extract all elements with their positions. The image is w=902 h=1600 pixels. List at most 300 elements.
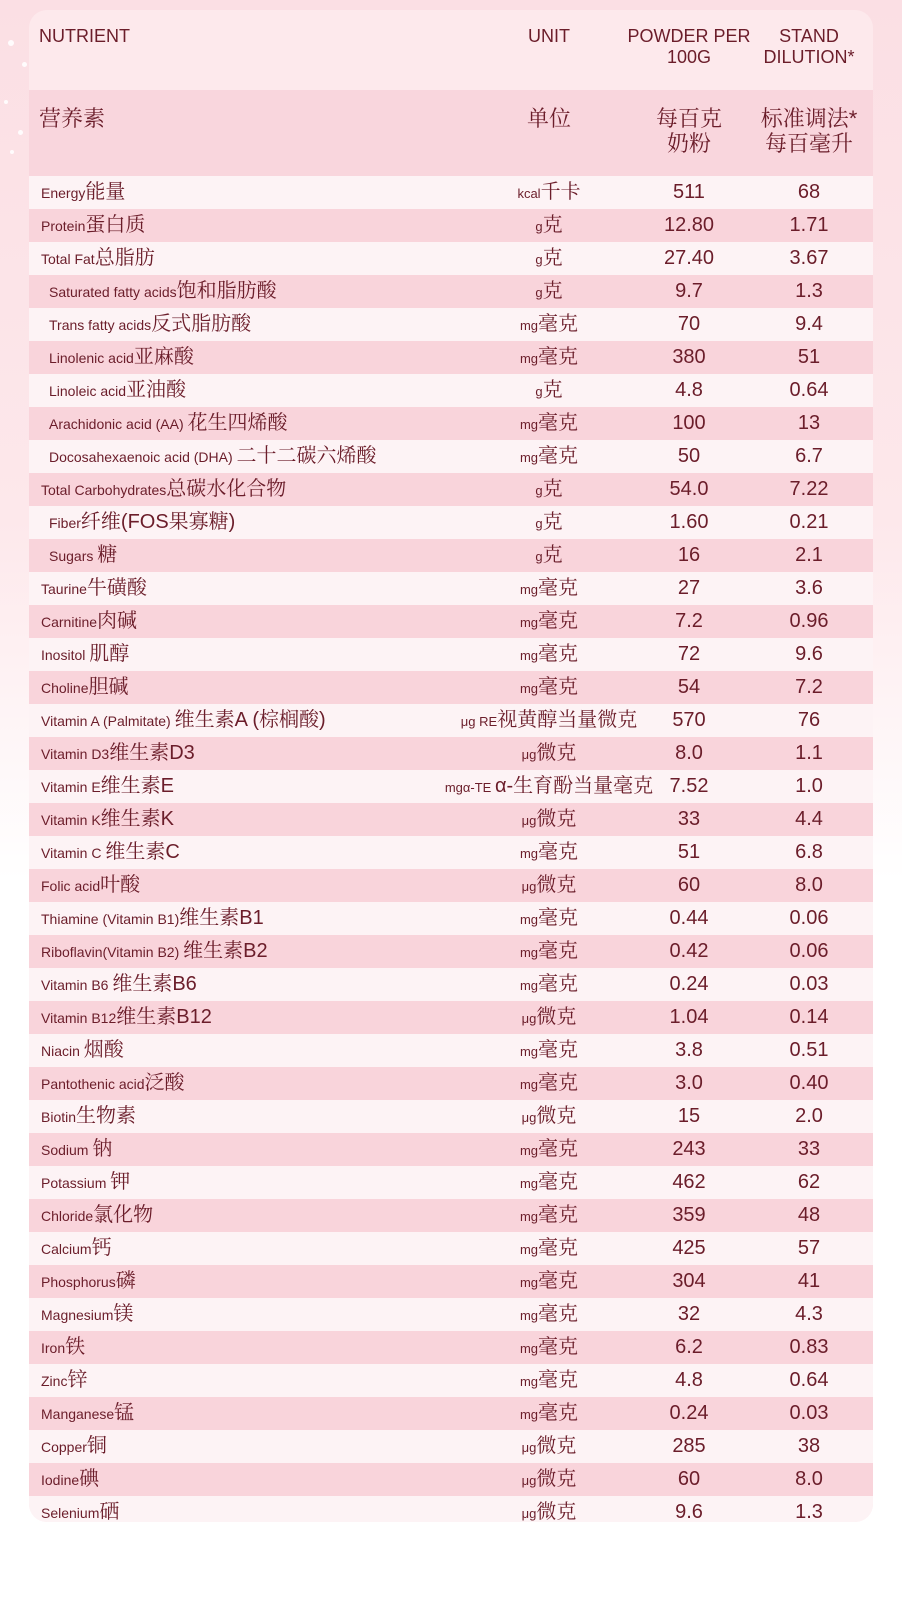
dilution-value: 0.14 [789, 1006, 829, 1028]
powder-value: 60 [677, 1468, 701, 1490]
nutrient-name-en: Vitamin B12 [41, 1010, 117, 1026]
unit-en: g [535, 516, 543, 531]
dilution-value: 2.0 [795, 1105, 823, 1127]
unit-cn: 视黄醇当量微克 [497, 709, 638, 731]
unit-en: g [535, 384, 543, 399]
nutrient-name [41, 935, 441, 968]
nutrient-name-cn: 铁 [65, 1336, 86, 1358]
table-row [29, 770, 873, 803]
table-row [29, 968, 873, 1001]
nutrient-name-en: Energy [41, 185, 86, 201]
nutrition-table [29, 10, 873, 1522]
powder-value: 51 [677, 841, 701, 863]
nutrient-name-cn: 维生素A (棕榈酸) [174, 709, 326, 731]
table-row [29, 869, 873, 902]
unit-cn: 毫克 [538, 1303, 579, 1325]
powder-value: 9.6 [675, 1501, 703, 1522]
unit-cn: 微克 [536, 1435, 577, 1457]
nutrient-name-cn: 肌醇 [89, 643, 130, 665]
dilution-value: 4.3 [795, 1303, 823, 1325]
nutrient-name-en: Phosphorus [41, 1274, 116, 1290]
nutrient-name-cn: 总碳水化合物 [166, 478, 287, 500]
dilution-value: 9.6 [795, 643, 823, 665]
nutrient-name-cn: 总脂肪 [94, 247, 155, 269]
table-row [29, 440, 873, 473]
nutrient-name-cn: 维生素B2 [183, 940, 268, 962]
dilution-value: 0.96 [789, 610, 829, 632]
nutrient-name-cn: 二十二碳六烯酸 [236, 445, 377, 467]
unit-cn: 毫克 [538, 1204, 579, 1226]
powder-value: 0.24 [669, 1402, 709, 1424]
unit-en: kcal [517, 186, 541, 201]
table-row [29, 737, 873, 770]
table-row [29, 308, 873, 341]
nutrient-name-cn: 镁 [113, 1303, 134, 1325]
table-row [29, 275, 873, 308]
header-powder-line1: POWDER PER [627, 26, 751, 46]
unit-en: μg [521, 1473, 537, 1488]
nutrient-name-en: Zinc [41, 1373, 68, 1389]
nutrient-name-en: Vitamin C [41, 845, 106, 861]
unit-en: mg [519, 681, 539, 696]
nutrient-name [41, 1100, 441, 1133]
dilution-value: 0.64 [789, 379, 829, 401]
nutrient-name-en: Trans fatty acids [49, 317, 152, 333]
nutrient-name [41, 1364, 441, 1397]
unit-en: μg [521, 1506, 537, 1521]
dilution-value: 1.3 [795, 280, 823, 302]
nutrient-name-cn: 维生素D3 [109, 742, 195, 764]
unit-cn: 克 [542, 544, 563, 566]
unit-cn: 克 [542, 511, 563, 533]
dilution-value: 0.06 [789, 907, 829, 929]
unit-cn: 微克 [536, 1501, 577, 1522]
nutrient-name-en: Iron [41, 1340, 66, 1356]
unit-en: μg [521, 813, 537, 828]
dilution-value: 3.67 [789, 247, 829, 269]
header-unit: UNIT [528, 26, 570, 46]
nutrient-name-en: Vitamin A (Palmitate) [41, 713, 175, 729]
table-row [29, 1430, 873, 1463]
header-nutrient-cn: 营养素 [39, 106, 106, 131]
nutrient-name-cn: 肉碱 [97, 610, 138, 632]
powder-value: 70 [677, 313, 701, 335]
nutrient-name-en: Taurine [41, 581, 87, 597]
nutrient-name-en: Vitamin D3 [41, 746, 110, 762]
nutrient-name-cn: 叶酸 [100, 874, 141, 896]
powder-value: 359 [672, 1204, 706, 1226]
powder-value: 0.42 [669, 940, 709, 962]
powder-value: 7.52 [669, 775, 709, 797]
unit-en: μg [521, 747, 537, 762]
nutrient-name-en: Sodium [41, 1142, 93, 1158]
dilution-value: 3.6 [795, 577, 823, 599]
header-dilution-cn-line1: 标准调法* [760, 106, 858, 131]
nutrient-name-cn: 钾 [110, 1171, 131, 1193]
table-row [29, 605, 873, 638]
nutrient-name-en: Calcium [41, 1241, 92, 1257]
powder-value: 1.04 [669, 1006, 709, 1028]
nutrient-name-cn: 硒 [99, 1501, 120, 1522]
dilution-value: 1.3 [795, 1501, 823, 1522]
dilution-value: 6.7 [795, 445, 823, 467]
table-row [29, 539, 873, 572]
dilution-value: 0.40 [789, 1072, 829, 1094]
table-row [29, 209, 873, 242]
table-row [29, 638, 873, 671]
dilution-value: 76 [797, 709, 821, 731]
dilution-value: 8.0 [795, 1468, 823, 1490]
powder-value: 8.0 [675, 742, 703, 764]
table-row [29, 803, 873, 836]
nutrient-name [41, 836, 441, 869]
nutrient-name [41, 242, 441, 275]
table-row [29, 1067, 873, 1100]
unit-cn: 克 [542, 280, 563, 302]
unit-cn: 毫克 [538, 1138, 579, 1160]
nutrient-name [41, 1331, 441, 1364]
nutrient-name-cn: 纤维(FOS果寡糖) [80, 511, 236, 533]
nutrient-name-en: Pantothenic acid [41, 1076, 145, 1092]
dilution-value: 68 [797, 181, 821, 203]
nutrient-name [41, 704, 441, 737]
nutrient-name-en: Sugars [49, 548, 98, 564]
nutrient-name-cn: 蛋白质 [85, 214, 146, 236]
unit-cn: 毫克 [538, 1270, 579, 1292]
unit-en: mgα-TE [444, 780, 495, 795]
powder-value: 54 [677, 676, 701, 698]
powder-value: 100 [672, 412, 706, 434]
nutrient-name-en: Vitamin B6 [41, 977, 113, 993]
powder-value: 16 [677, 544, 701, 566]
powder-value: 3.8 [675, 1039, 703, 1061]
powder-value: 425 [672, 1237, 706, 1259]
nutrient-name [41, 1298, 441, 1331]
nutrient-name-en: Linolenic acid [49, 350, 134, 366]
unit-cn: 毫克 [538, 973, 579, 995]
table-row [29, 1364, 873, 1397]
unit-cn: 毫克 [538, 1237, 579, 1259]
powder-value: 511 [673, 181, 705, 203]
header-nutrient: NUTRIENT [39, 26, 130, 46]
nutrient-name-cn: 反式脂肪酸 [151, 313, 252, 335]
unit-en: mg [519, 912, 539, 927]
powder-value: 304 [672, 1270, 706, 1292]
unit-en: mg [519, 648, 539, 663]
header-unit-cn: 单位 [526, 106, 571, 131]
unit-cn: 微克 [536, 874, 577, 896]
unit-en: mg [519, 846, 539, 861]
dilution-value: 0.83 [789, 1336, 829, 1358]
nutrient-name-cn: 碘 [79, 1468, 100, 1490]
nutrient-name-en: Vitamin E [41, 779, 101, 795]
unit-cn: 微克 [536, 742, 577, 764]
table-row [29, 242, 873, 275]
nutrient-name [41, 1133, 441, 1166]
unit-cn: 毫克 [538, 577, 579, 599]
nutrient-name-en: Total Fat [41, 251, 95, 267]
dilution-value: 0.06 [789, 940, 829, 962]
unit-en: μg [521, 1440, 537, 1455]
nutrient-name-cn: 糖 [97, 544, 118, 566]
powder-value: 7.2 [675, 610, 703, 632]
unit-cn: 毫克 [538, 313, 579, 335]
dilution-value: 1.0 [795, 775, 823, 797]
unit-cn: 毫克 [538, 676, 579, 698]
nutrient-name-cn: 胆碱 [88, 676, 129, 698]
nutrient-name-en: Riboflavin(Vitamin B2) [41, 944, 184, 960]
unit-cn: 克 [542, 379, 563, 401]
header-dilution-line2: DILUTION* [763, 46, 855, 67]
nutrient-name-en: Potassium [41, 1175, 111, 1191]
unit-en: mg [519, 351, 539, 366]
unit-cn: 千卡 [540, 181, 581, 203]
unit-en: μg RE [460, 714, 498, 729]
nutrient-name-cn: 维生素K [100, 808, 175, 830]
nutrient-name [41, 1166, 441, 1199]
unit-en: μg [521, 1011, 537, 1026]
powder-value: 27 [677, 577, 701, 599]
unit-cn: 毫克 [538, 643, 579, 665]
table-row [29, 1463, 873, 1496]
unit-en: mg [519, 1143, 539, 1158]
nutrient-name-en: Fiber [49, 515, 81, 531]
dilution-value: 41 [797, 1270, 821, 1292]
table-row [29, 176, 873, 209]
table-row [29, 1331, 873, 1364]
header-dilution-cn-line2: 每百毫升 [764, 131, 853, 157]
table-row [29, 1265, 873, 1298]
powder-value: 570 [672, 709, 706, 731]
nutrient-name-en: Niacin [41, 1043, 84, 1059]
nutrient-name-cn: 能量 [85, 181, 126, 203]
nutrient-name-cn: 锌 [67, 1369, 88, 1391]
nutrient-name [41, 473, 441, 506]
powder-value: 15 [677, 1105, 701, 1127]
table-row [29, 836, 873, 869]
powder-value: 72 [677, 643, 701, 665]
unit-en: mg [519, 582, 539, 597]
unit-cn: 毫克 [538, 1039, 579, 1061]
table-row [29, 1034, 873, 1067]
nutrient-name-cn: 钠 [92, 1138, 113, 1160]
nutrient-name-en: Arachidonic acid (AA) [49, 416, 188, 432]
powder-value: 50 [677, 445, 701, 467]
powder-value: 1.60 [669, 511, 709, 533]
table-row [29, 1001, 873, 1034]
nutrient-name-cn: 磷 [115, 1270, 136, 1292]
dilution-value: 7.22 [789, 478, 829, 500]
dilution-value: 7.2 [795, 676, 823, 698]
table-row [29, 671, 873, 704]
unit-en: g [535, 285, 543, 300]
nutrient-name-cn: 饱和脂肪酸 [176, 280, 277, 302]
nutrient-name-en: Copper [41, 1439, 87, 1455]
nutrient-name-cn: 烟酸 [83, 1039, 124, 1061]
dilution-value: 57 [797, 1237, 821, 1259]
nutrient-name-cn: 钙 [91, 1237, 112, 1259]
unit-en: g [535, 219, 543, 234]
header-powder-line2: 100G [666, 46, 712, 67]
header-dilution [749, 26, 869, 67]
nutrient-name-cn: 花生四烯酸 [187, 412, 288, 434]
nutrient-name-cn: 亚油酸 [126, 379, 187, 401]
nutrient-name-cn: 维生素E [100, 775, 175, 797]
nutrient-name-cn: 维生素B12 [116, 1006, 212, 1028]
unit-en: mg [519, 1275, 539, 1290]
unit-en: mg [519, 450, 539, 465]
table-row [29, 1397, 873, 1430]
nutrient-name [41, 1265, 441, 1298]
nutrient-name [41, 671, 441, 704]
powder-value: 462 [672, 1171, 706, 1193]
dilution-value: 1.1 [795, 742, 823, 764]
powder-value: 33 [677, 808, 701, 830]
nutrient-name-cn: 维生素B6 [112, 973, 197, 995]
unit-cn: 毫克 [538, 841, 579, 863]
nutrient-name-en: Vitamin K [41, 812, 101, 828]
powder-value: 0.24 [669, 973, 709, 995]
unit-cn: α-生育酚当量毫克 [494, 775, 654, 797]
nutrient-name-cn: 铜 [86, 1435, 107, 1457]
unit-en: g [535, 252, 543, 267]
nutrient-name-en: Saturated fatty acids [49, 284, 177, 300]
nutrient-name [41, 968, 441, 1001]
nutrient-name-en: Protein [41, 218, 86, 234]
unit-en: mg [519, 417, 539, 432]
dilution-value: 33 [797, 1138, 821, 1160]
unit-cn: 毫克 [538, 412, 579, 434]
unit-en: mg [519, 1044, 539, 1059]
dilution-value: 38 [797, 1435, 821, 1457]
table-row [29, 1100, 873, 1133]
header-dilution-cn [749, 106, 869, 157]
nutrient-name-en: Folic acid [41, 878, 101, 894]
nutrient-rows [29, 176, 873, 1522]
unit-cn: 微克 [536, 1105, 577, 1127]
header-powder-cn-line1: 每百克 [655, 106, 722, 131]
nutrient-name [41, 572, 441, 605]
table-row [29, 704, 873, 737]
unit-en: mg [519, 318, 539, 333]
nutrient-name [41, 1496, 441, 1522]
unit-en: mg [519, 945, 539, 960]
table-row [29, 935, 873, 968]
unit-cn: 克 [542, 214, 563, 236]
nutrient-name [41, 1397, 441, 1430]
nutrient-name-en: Selenium [41, 1505, 100, 1521]
nutrient-name-en: Choline [41, 680, 89, 696]
nutrient-name [41, 770, 441, 803]
nutrient-name [41, 176, 441, 209]
table-row [29, 1166, 873, 1199]
nutrient-name-cn: 维生素C [105, 841, 180, 863]
nutrient-name-en: Thiamine (Vitamin B1) [41, 911, 180, 927]
dilution-value: 0.21 [789, 511, 829, 533]
nutrient-name-cn: 亚麻酸 [133, 346, 194, 368]
nutrient-name-en: Iodine [41, 1472, 80, 1488]
unit-en: mg [519, 1077, 539, 1092]
powder-value: 54.0 [669, 478, 709, 500]
nutrient-name [41, 1232, 441, 1265]
table-row [29, 407, 873, 440]
unit-cn: 毫克 [538, 1336, 579, 1358]
table-row [29, 341, 873, 374]
nutrient-name [41, 803, 441, 836]
dilution-value: 9.4 [795, 313, 823, 335]
dilution-value: 62 [797, 1171, 821, 1193]
powder-value: 380 [672, 346, 706, 368]
nutrient-name [41, 1034, 441, 1067]
unit-en: mg [519, 1209, 539, 1224]
nutrient-name-en: Biotin [41, 1109, 77, 1125]
unit-cn: 毫克 [538, 1171, 579, 1193]
nutrient-name [41, 638, 441, 671]
powder-value: 6.2 [675, 1336, 703, 1358]
dilution-value: 6.8 [795, 841, 823, 863]
powder-value: 12.80 [663, 214, 715, 236]
unit-cn: 毫克 [538, 1402, 579, 1424]
unit-en: mg [519, 1374, 539, 1389]
unit-cn: 毫克 [538, 940, 579, 962]
nutrient-name-en: Inositol [41, 647, 90, 663]
table-row [29, 374, 873, 407]
header-dilution-line1: STAND [779, 26, 839, 46]
unit-en: g [535, 483, 543, 498]
header-chinese [29, 90, 873, 176]
unit-cn: 毫克 [538, 610, 579, 632]
nutrient-name-en: Chloride [41, 1208, 94, 1224]
powder-value: 243 [672, 1138, 706, 1160]
nutrient-name [41, 902, 441, 935]
unit-cn: 毫克 [538, 907, 579, 929]
unit-en: mg [519, 1242, 539, 1257]
nutrient-name [41, 1430, 441, 1463]
table-row [29, 473, 873, 506]
nutrient-name-cn: 氯化物 [93, 1204, 154, 1226]
unit-en: g [535, 549, 543, 564]
nutrient-name [41, 209, 441, 242]
nutrient-name [41, 1199, 441, 1232]
dilution-value: 51 [797, 346, 821, 368]
nutrient-name-cn: 泛酸 [144, 1072, 185, 1094]
table-row [29, 506, 873, 539]
unit-cn: 微克 [536, 1006, 577, 1028]
nutrient-name-cn: 牛磺酸 [86, 577, 147, 599]
header-powder-cn [624, 106, 754, 157]
powder-value: 27.40 [663, 247, 715, 269]
nutrient-name [41, 737, 441, 770]
dilution-value: 13 [797, 412, 821, 434]
unit-en: mg [519, 615, 539, 630]
dilution-value: 0.51 [789, 1039, 829, 1061]
powder-value: 3.0 [675, 1072, 703, 1094]
table-row [29, 902, 873, 935]
unit-cn: 微克 [536, 808, 577, 830]
nutrient-name [41, 1463, 441, 1496]
nutrient-name-en: Magnesium [41, 1307, 114, 1323]
unit-en: mg [519, 1341, 539, 1356]
nutrient-name-cn: 生物素 [76, 1105, 137, 1127]
unit-cn: 毫克 [538, 1072, 579, 1094]
nutrient-name-cn: 锰 [114, 1402, 135, 1424]
dilution-value: 0.03 [789, 1402, 829, 1424]
nutrient-name-en: Manganese [41, 1406, 115, 1422]
table-row [29, 1298, 873, 1331]
dilution-value: 48 [797, 1204, 821, 1226]
dilution-value: 2.1 [795, 544, 823, 566]
unit-en: mg [519, 1308, 539, 1323]
